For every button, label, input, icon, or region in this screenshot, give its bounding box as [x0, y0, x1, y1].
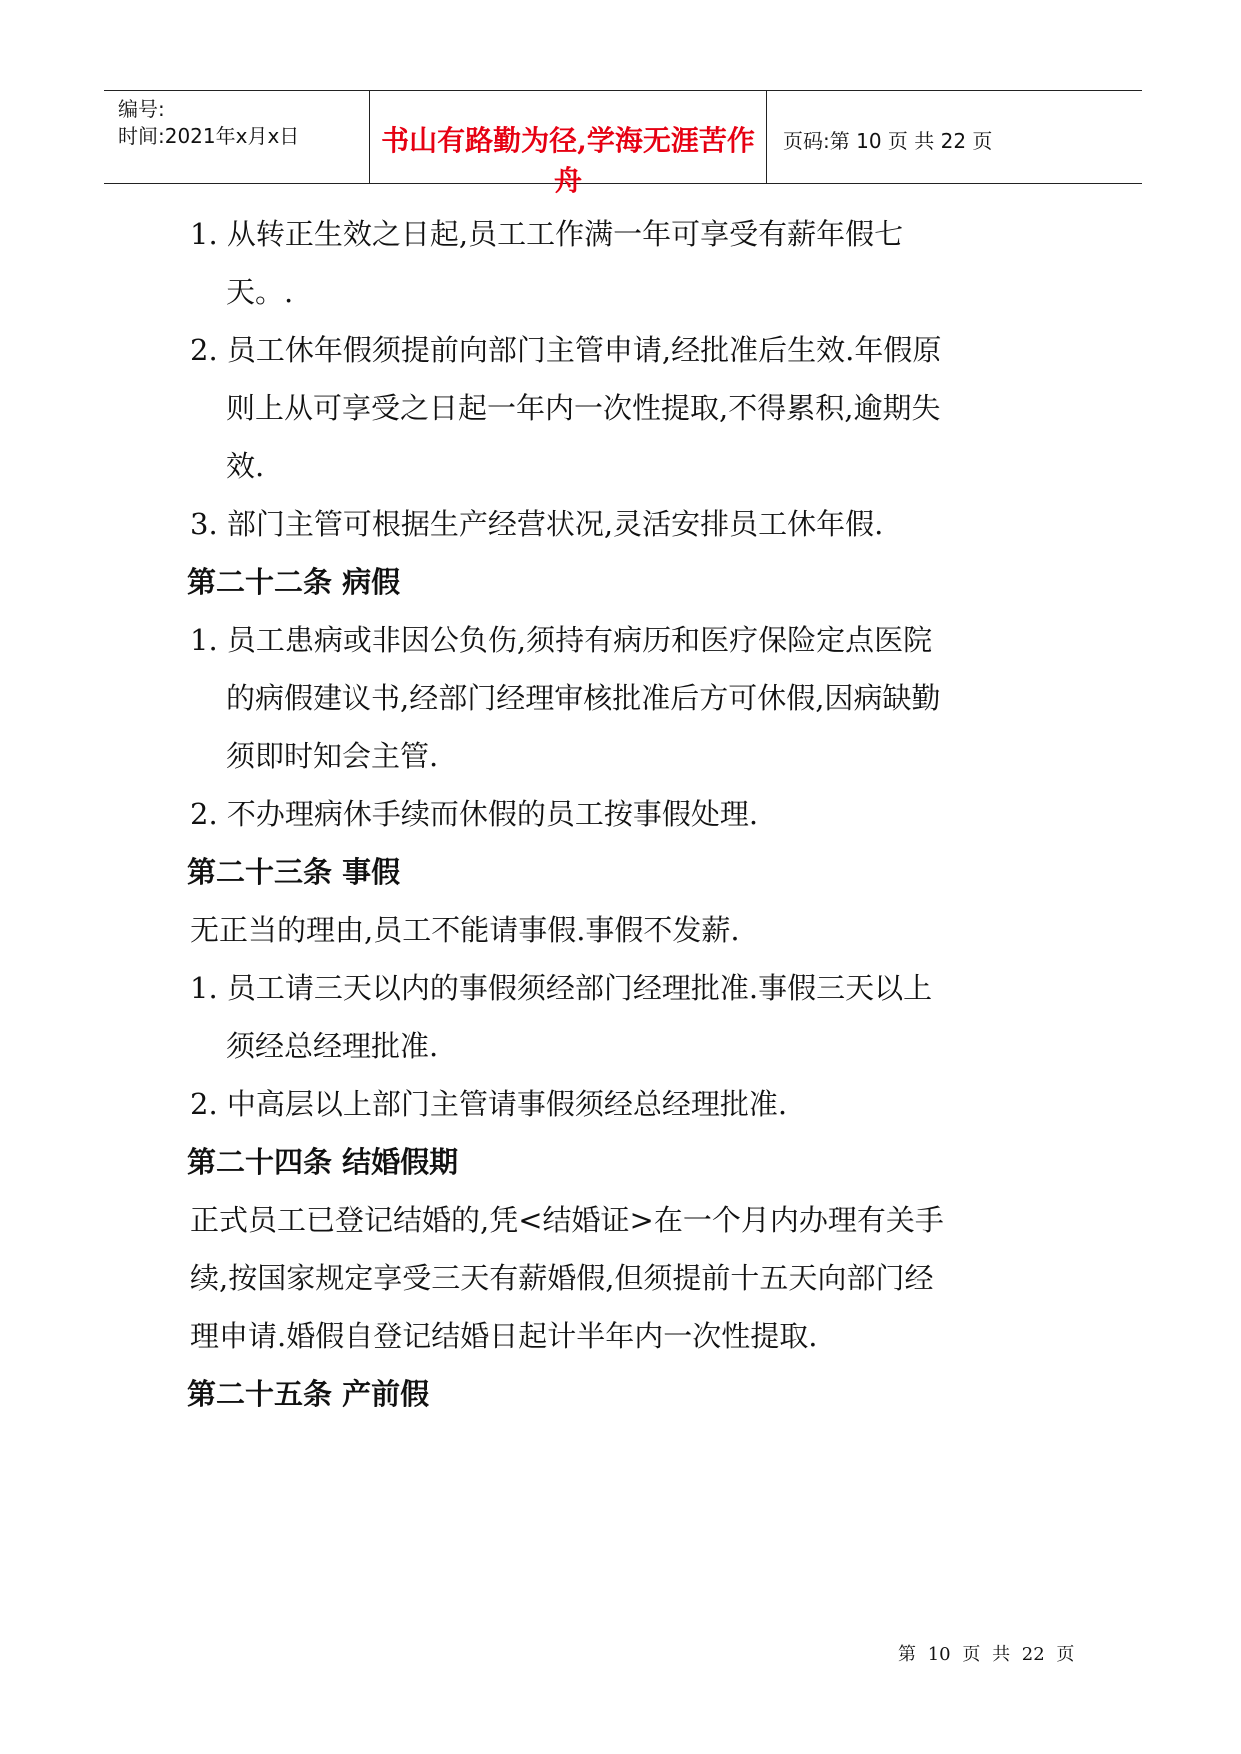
list-item: 1. 从转正生效之日起,员工工作满一年可享受有薪年假七: [190, 217, 904, 251]
paragraph: 无正当的理由,员工不能请事假.事假不发薪.: [190, 913, 740, 947]
list-item: 2. 中高层以上部门主管请事假须经总经理批准.: [190, 1087, 788, 1121]
section-heading: 第二十三条 事假: [187, 855, 401, 889]
section-heading: 第二十五条 产前假: [187, 1377, 430, 1411]
page-header: [104, 90, 1142, 197]
header-motto: 书山有路勤为径,学海无涯苦作舟: [381, 124, 755, 197]
header-page-label: 页码:第 10 页 共 22 页: [783, 129, 993, 153]
list-item: 2. 不办理病休手续而休假的员工按事假处理.: [190, 797, 759, 831]
list-item-continuation: 天。.: [226, 275, 294, 309]
list-item-continuation: 须经总经理批准.: [226, 1029, 439, 1063]
header-number-label: 编号:: [118, 97, 165, 121]
section-heading: 第二十四条 结婚假期: [187, 1145, 459, 1179]
list-item-continuation: 须即时知会主管.: [226, 739, 439, 773]
paragraph-continuation: 续,按国家规定享受三天有薪婚假,但须提前十五天向部门经: [190, 1261, 934, 1295]
list-item: 2. 员工休年假须提前向部门主管申请,经批准后生效.年假原: [190, 333, 942, 367]
list-item-continuation: 的病假建议书,经部门经理审核批准后方可休假,因病缺勤: [226, 681, 941, 715]
section-heading: 第二十二条 病假: [187, 565, 401, 599]
header-meta: [104, 91, 369, 183]
paragraph-continuation: 理申请.婚假自登记结婚日起计半年内一次性提取.: [190, 1319, 818, 1353]
header-motto-cell: [369, 91, 767, 197]
page-footer: 第 10 页 共 22 页: [898, 1644, 1075, 1665]
list-item-continuation: 效.: [226, 449, 265, 483]
list-item: 1. 员工请三天以内的事假须经部门经理批准.事假三天以上: [190, 971, 933, 1005]
list-item: 1. 员工患病或非因公负伤,须持有病历和医疗保险定点医院: [190, 623, 933, 657]
paragraph: 正式员工已登记结婚的,凭<结婚证>在一个月内办理有关手: [190, 1203, 944, 1237]
list-item-continuation: 则上从可享受之日起一年内一次性提取,不得累积,逾期失: [226, 391, 941, 425]
list-item: 3. 部门主管可根据生产经营状况,灵活安排员工休年假.: [190, 507, 884, 541]
header-page-cell: [767, 91, 1142, 183]
header-time-label: 时间:2021年x月x日: [118, 124, 300, 148]
